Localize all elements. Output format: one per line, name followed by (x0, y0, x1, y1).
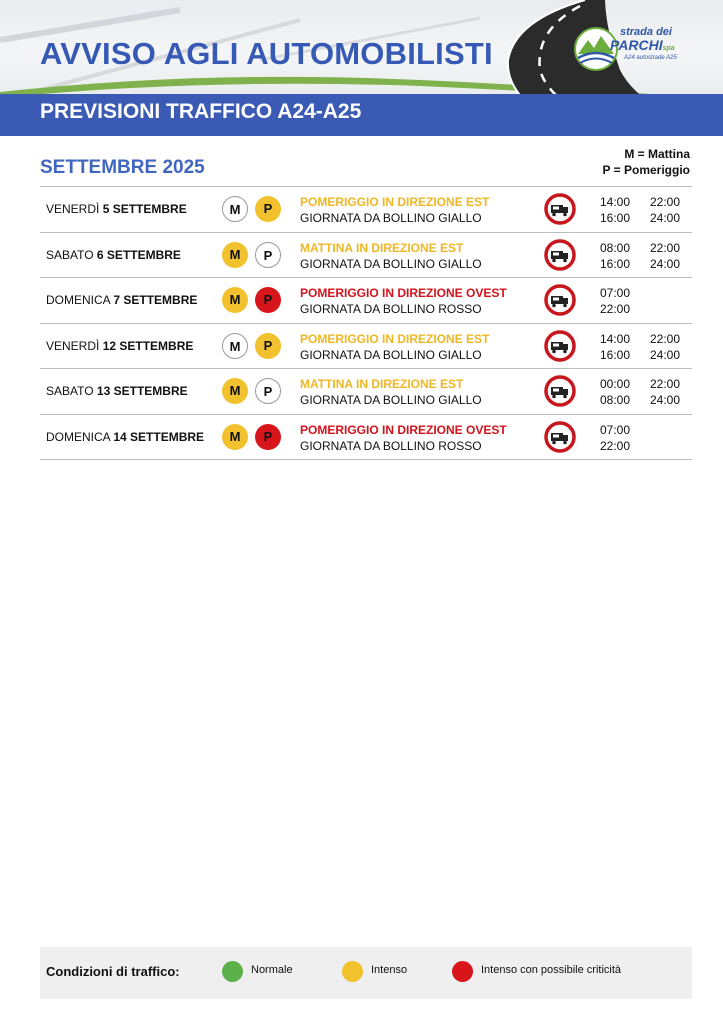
time-end-1: 16:00 (600, 256, 631, 271)
logo-text-line2: PARCHIspa (610, 37, 675, 53)
green-status-dot (222, 961, 243, 982)
morning-badge: M (222, 287, 248, 313)
traffic-legend-footer (40, 947, 692, 999)
no-heavy-vehicles-icon (544, 375, 576, 407)
day-label: SABATO 13 SETTEMBRE (46, 384, 188, 398)
time-start-1: 00:00 (600, 377, 631, 391)
morning-badge: M (222, 196, 248, 222)
forecast-row (40, 415, 692, 461)
key-pomeriggio: P = Pomeriggio (602, 163, 690, 177)
afternoon-badge: P (255, 242, 281, 268)
day-label: DOMENICA 7 SETTEMBRE (46, 293, 198, 307)
logo-text-line3: A24 autostrade A25 (624, 55, 677, 61)
time-start-2: 22:00 (650, 195, 681, 209)
time-start-1: 08:00 (600, 240, 631, 255)
logo-text-line1: strada dei (620, 26, 672, 38)
no-heavy-vehicles-icon (544, 421, 576, 453)
time-end-1: 16:00 (600, 347, 631, 362)
afternoon-badge: P (255, 424, 281, 450)
header-banner (0, 0, 723, 136)
direction-text: POMERIGGIO IN DIREZIONE EST (300, 195, 490, 209)
no-heavy-vehicles-icon (544, 193, 576, 225)
time-start-1: 07:00 (600, 422, 631, 437)
red-status-dot (452, 961, 473, 982)
day-label: SABATO 6 SETTEMBRE (46, 247, 181, 262)
afternoon-badge: P (255, 378, 281, 404)
time-start-2: 22:00 (650, 240, 681, 255)
yellow-status-dot (342, 961, 363, 982)
afternoon-badge: P (255, 287, 281, 313)
morning-badge: M (222, 378, 248, 404)
month-heading: SETTEMBRE 2025 (40, 157, 205, 178)
time-start-2: 22:00 (650, 331, 681, 346)
time-end-1: 22:00 (600, 302, 631, 316)
page-title: AVVISO AGLI AUTOMOBILISTI (40, 36, 493, 71)
direction-text: POMERIGGIO IN DIREZIONE OVEST (300, 286, 507, 300)
day-label: VENERDÌ 12 SETTEMBRE (46, 338, 194, 353)
no-heavy-vehicles-icon (544, 330, 576, 362)
page-subtitle: PREVISIONI TRAFFICO A24-A25 (40, 100, 362, 123)
day-label: DOMENICA 14 SETTEMBRE (46, 429, 205, 444)
time-start-1: 14:00 (600, 195, 631, 209)
footer-title: Condizioni di traffico: (46, 964, 180, 979)
time-end-2: 24:00 (650, 393, 681, 407)
key-mattina: M = Mattina (624, 147, 690, 161)
direction-text: MATTINA IN DIREZIONE EST (300, 377, 464, 391)
time-start-1: 14:00 (600, 331, 631, 346)
legend-label-critico: Intenso con possibile criticità (481, 964, 622, 976)
forecast-row (40, 369, 692, 415)
morning-badge: M (222, 424, 248, 450)
no-heavy-vehicles-icon (544, 284, 576, 316)
forecast-row (40, 187, 692, 233)
day-label: VENERDÌ 5 SETTEMBRE (46, 202, 187, 216)
time-end-1: 16:00 (600, 211, 631, 225)
forecast-row (40, 324, 692, 370)
afternoon-badge: P (255, 196, 281, 222)
bollino-text: GIORNATA DA BOLLINO GIALLO (300, 256, 482, 271)
direction-text: POMERIGGIO IN DIREZIONE OVEST (300, 422, 507, 437)
time-end-2: 24:00 (650, 211, 681, 225)
time-end-1: 22:00 (600, 438, 631, 453)
morning-badge: M (222, 333, 248, 359)
direction-text: MATTINA IN DIREZIONE EST (300, 240, 464, 255)
forecast-row (40, 278, 692, 324)
forecast-table (40, 186, 692, 460)
time-end-2: 24:00 (650, 256, 681, 271)
forecast-row (40, 233, 692, 279)
bollino-text: GIORNATA DA BOLLINO ROSSO (300, 438, 482, 453)
bollino-text: GIORNATA DA BOLLINO GIALLO (300, 393, 482, 407)
bollino-text: GIORNATA DA BOLLINO ROSSO (300, 302, 482, 316)
legend-label-normale: Normale (251, 964, 293, 976)
legend-label-intenso: Intenso (371, 964, 408, 976)
time-start-1: 07:00 (600, 286, 631, 300)
time-start-2: 22:00 (650, 377, 681, 391)
legend-key (603, 146, 690, 178)
direction-text: POMERIGGIO IN DIREZIONE EST (300, 331, 490, 346)
afternoon-badge: P (255, 333, 281, 359)
no-heavy-vehicles-icon (544, 239, 576, 271)
time-end-1: 08:00 (600, 393, 631, 407)
time-end-2: 24:00 (650, 347, 681, 362)
bollino-text: GIORNATA DA BOLLINO GIALLO (300, 347, 482, 362)
morning-badge: M (222, 242, 248, 268)
bollino-text: GIORNATA DA BOLLINO GIALLO (300, 211, 482, 225)
